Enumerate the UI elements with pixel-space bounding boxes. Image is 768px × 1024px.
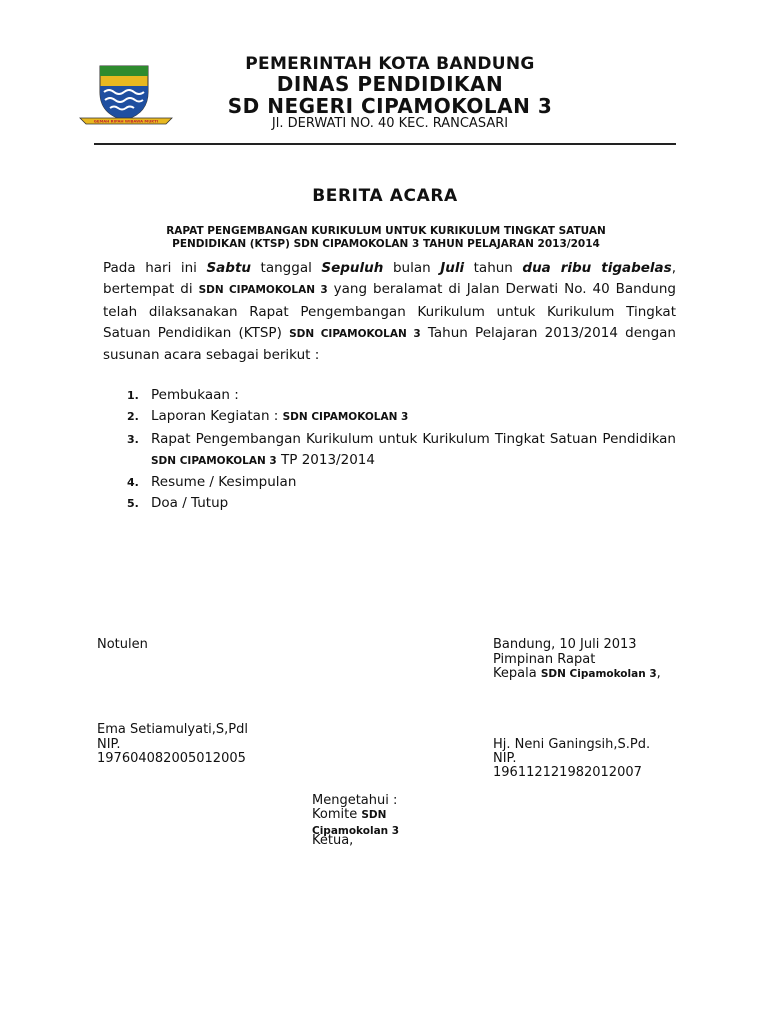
logo-motto: GEMAH RIPAH WIBAWA MUKTI bbox=[93, 118, 159, 124]
signature-leader-title: Kepala SDN Cipamokolan 3, bbox=[493, 666, 661, 681]
document-title: BERITA ACARA bbox=[312, 186, 458, 206]
school-name: SDN CIPAMOKOLAN 3 bbox=[198, 284, 328, 297]
meeting-day: Sabtu bbox=[206, 260, 252, 276]
agenda-list bbox=[103, 385, 676, 515]
meeting-month: Juli bbox=[440, 260, 465, 276]
header-divider bbox=[94, 143, 676, 145]
signature-committee-title: Komite SDN Cipamokolan 3 bbox=[312, 807, 400, 837]
header-government: PEMERINTAH KOTA BANDUNG bbox=[245, 54, 535, 74]
school-name: SDN CIPAMOKOLAN 3 bbox=[289, 327, 421, 340]
signature-committee-chair: Ketua, bbox=[312, 833, 354, 848]
city-emblem-logo bbox=[78, 62, 174, 128]
header-address: Jl. DERWATI NO. 40 KEC. RANCASARI bbox=[271, 116, 509, 131]
signature-notulen-nip-label: NIP. bbox=[97, 737, 121, 752]
signature-leader-name: Hj. Neni Ganingsih,S.Pd. bbox=[493, 737, 651, 752]
agenda-item: 5. Doa / Tutup bbox=[127, 495, 229, 512]
signature-leader-nip-label: NIP. bbox=[493, 751, 517, 766]
meeting-date: Sepuluh bbox=[321, 260, 384, 276]
agenda-item: 2. Laporan Kegiatan : SDN CIPAMOKOLAN 3 bbox=[127, 408, 409, 425]
document-subtitle bbox=[106, 225, 666, 250]
signature-notulen-nip: 197604082005012005 bbox=[97, 751, 246, 766]
subtitle-line-1: RAPAT PENGEMBANGAN KURIKULUM UNTUK KURIKULUM TINGKAT SATUAN bbox=[166, 225, 606, 237]
body-paragraph: Pada hari ini Sabtu tanggal Sepuluh bulan Juli tahun dua ribu tigabelas, bertempat di SDN CIPAMOKOLAN 3 yang beralamat di Jalan Derwati No. 40 Bandung telah dilaksanakan Rapat Pengembangan Kurikulum untuk Kurikulum Tingkat Satuan Pendidikan (KTSP) SDN CIPAMOKOLAN 3 Tahun Pelajaran 2013/2014 dengan susunan acara sebagai berikut : bbox=[103, 260, 676, 364]
signature-notulen-name: Ema Setiamulyati,S,Pdl bbox=[97, 722, 249, 737]
header-school: SD NEGERI CIPAMOKOLAN 3 bbox=[227, 94, 553, 118]
signature-notulen-role: Notulen bbox=[97, 637, 148, 652]
subtitle-line-2: PENDIDIKAN (KTSP) SDN CIPAMOKOLAN 3 TAHUN PELAJARAN 2013/2014 bbox=[172, 237, 600, 250]
signature-acknowledged: Mengetahui : bbox=[312, 793, 398, 808]
signature-place-date: Bandung, 10 Juli 2013 bbox=[493, 637, 637, 652]
meeting-year: dua ribu tigabelas bbox=[522, 260, 672, 276]
header-department: DINAS PENDIDIKAN bbox=[276, 72, 504, 96]
agenda-item: 3. Rapat Pengembangan Kurikulum untuk Kurikulum Tingkat Satuan Pendidikan SDN CIPAMOKOLAN 3 TP 2013/2014 bbox=[127, 430, 676, 468]
signature-leader-role: Pimpinan Rapat bbox=[493, 652, 596, 667]
signature-leader-nip: 19611212198201200​7 bbox=[493, 765, 642, 780]
agenda-item: 4. Resume / Kesimpulan bbox=[127, 474, 297, 491]
agenda-item: 1. Pembukaan : bbox=[127, 387, 239, 403]
